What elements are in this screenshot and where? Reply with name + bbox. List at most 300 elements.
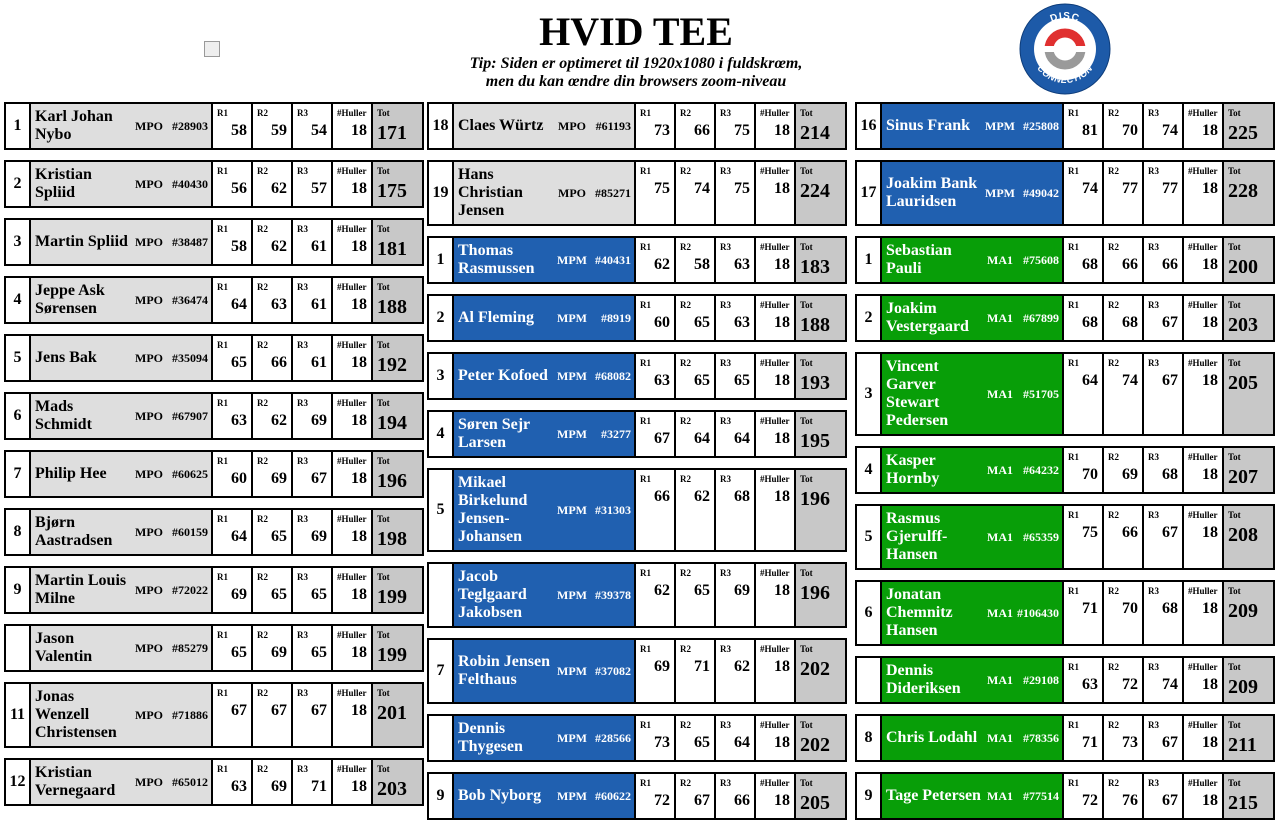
player-name[interactable]: Joakim Vestergaard	[886, 300, 969, 335]
player-name[interactable]: Mads Schmidt	[35, 398, 92, 433]
holes-count: 18	[351, 412, 367, 429]
round-3-score-cell	[1144, 296, 1184, 340]
division-label: MPO	[135, 641, 163, 655]
round-1-score-label: R1	[1068, 166, 1079, 176]
player-row[interactable]	[4, 566, 424, 614]
total-score-cell	[1224, 448, 1273, 492]
total-score-cell	[373, 510, 422, 554]
total-score-cell	[373, 760, 422, 804]
player-cell[interactable]	[454, 296, 636, 340]
player-row[interactable]	[855, 160, 1275, 226]
round-2-score-label: R2	[1108, 166, 1119, 176]
player-name[interactable]: Vincent Garver Stewart Pedersen	[886, 358, 949, 429]
pdga-number: #31303	[595, 503, 631, 517]
player-name[interactable]: Karl Johan Nybo	[35, 108, 113, 143]
player-cell[interactable]	[454, 238, 636, 282]
total-score: 201	[377, 702, 407, 724]
player-row[interactable]	[427, 562, 847, 628]
round-1-score-cell	[1064, 658, 1104, 702]
round-1-score: 75	[1082, 524, 1098, 541]
round-2-score-cell	[1104, 716, 1144, 760]
round-1-score: 73	[654, 734, 670, 751]
round-2-score-cell	[676, 716, 716, 760]
player-row[interactable]	[427, 468, 847, 552]
player-name[interactable]: Martin Spliid	[35, 233, 128, 250]
player-cell[interactable]	[31, 684, 213, 746]
round-1-score-label: R1	[640, 644, 651, 654]
player-row[interactable]	[4, 334, 424, 382]
round-3-score: 68	[734, 488, 750, 505]
total-score: 225	[1228, 122, 1258, 144]
pdga-number: #25808	[1023, 119, 1059, 133]
round-1-score-cell	[1064, 582, 1104, 644]
round-1-score-cell	[636, 238, 676, 282]
rank-cell: 4	[6, 278, 31, 322]
player-cell[interactable]	[882, 296, 1064, 340]
round-1-score-label: R1	[217, 456, 228, 466]
round-3-score-cell	[293, 684, 333, 746]
player-row[interactable]	[427, 772, 847, 820]
holes-count-label: #Huller	[337, 764, 367, 774]
player-row[interactable]	[855, 102, 1275, 150]
round-1-score-cell	[1064, 506, 1104, 568]
round-1-score-label: R1	[1068, 778, 1079, 788]
rank-cell: 3	[429, 354, 454, 398]
round-2-score: 67	[271, 702, 287, 719]
player-name[interactable]: Kristian Spliid	[35, 166, 92, 201]
total-score-cell	[796, 470, 845, 550]
player-cell[interactable]	[882, 506, 1064, 568]
player-name[interactable]: Joakim Bank Lauridsen	[886, 175, 978, 210]
holes-count: 18	[351, 702, 367, 719]
round-1-score-cell	[636, 104, 676, 148]
round-2-score-cell	[253, 278, 293, 322]
player-cell[interactable]	[454, 774, 636, 818]
pdga-number: #60625	[172, 467, 208, 481]
holes-count-label: #Huller	[760, 568, 790, 578]
division-label: MPM	[557, 503, 587, 517]
player-cell[interactable]	[454, 716, 636, 760]
player-row[interactable]	[427, 714, 847, 762]
player-name[interactable]: Chris Lodahl	[886, 729, 978, 746]
total-score-cell	[373, 336, 422, 380]
player-cell[interactable]	[882, 104, 1064, 148]
player-name[interactable]: Sebastian Pauli	[886, 242, 952, 277]
player-row[interactable]	[855, 772, 1275, 820]
player-row[interactable]	[4, 624, 424, 672]
total-score: 188	[800, 314, 830, 336]
rank-cell: 12	[6, 760, 31, 804]
total-label: Tot	[1228, 662, 1241, 672]
total-score-cell	[796, 162, 845, 224]
round-1-score-label: R1	[640, 568, 651, 578]
player-name[interactable]: Robin Jensen Felthaus	[458, 653, 551, 688]
player-name[interactable]: Thomas Rasmussen	[458, 242, 535, 277]
player-row[interactable]	[427, 236, 847, 284]
player-cell[interactable]	[31, 452, 213, 496]
holes-count-label: #Huller	[760, 474, 790, 484]
holes-count-cell	[333, 104, 373, 148]
round-3-score-cell	[716, 238, 756, 282]
total-label: Tot	[377, 282, 390, 292]
player-row[interactable]	[427, 638, 847, 704]
player-name[interactable]: Jens Bak	[35, 349, 97, 366]
holes-count-label: #Huller	[337, 514, 367, 524]
round-3-score-label: R3	[1148, 720, 1159, 730]
player-row[interactable]	[427, 294, 847, 342]
player-name[interactable]: Søren Sejr Larsen	[458, 416, 530, 451]
round-3-score-label: R3	[720, 108, 731, 118]
player-name[interactable]: Philip Hee	[35, 465, 107, 482]
total-label: Tot	[377, 340, 390, 350]
pdga-number: #29108	[1023, 673, 1059, 687]
round-1-score-label: R1	[217, 572, 228, 582]
holes-count-cell	[333, 760, 373, 804]
player-cell[interactable]	[882, 354, 1064, 434]
player-cell[interactable]	[454, 162, 636, 224]
division-label: MA1	[987, 463, 1013, 477]
player-name[interactable]: Peter Kofoed	[458, 367, 548, 384]
player-name[interactable]: Tage Petersen	[886, 787, 981, 804]
player-cell[interactable]	[31, 278, 213, 322]
player-name[interactable]: Al Fleming	[458, 309, 534, 326]
round-2-score-label: R2	[257, 108, 268, 118]
player-cell[interactable]	[31, 394, 213, 438]
round-2-score-cell	[253, 760, 293, 804]
holes-count: 18	[351, 644, 367, 661]
round-3-score: 65	[311, 644, 327, 661]
round-3-score-label: R3	[1148, 166, 1159, 176]
round-2-score-cell	[676, 162, 716, 224]
round-1-score: 75	[654, 180, 670, 197]
player-row[interactable]	[427, 160, 847, 226]
rank-cell: 9	[6, 568, 31, 612]
pdga-number: #72022	[172, 583, 208, 597]
player-cell[interactable]	[454, 640, 636, 702]
round-1-score-label: R1	[1068, 108, 1079, 118]
round-1-score-label: R1	[217, 224, 228, 234]
round-2-score-label: R2	[1108, 452, 1119, 462]
round-1-score-cell	[636, 412, 676, 456]
player-name[interactable]: Bjørn Aastradsen	[35, 514, 113, 549]
player-cell[interactable]	[454, 412, 636, 456]
division-label: MPM	[557, 369, 587, 383]
holes-count-cell	[756, 640, 796, 702]
player-name[interactable]: Jeppe Ask Sørensen	[35, 282, 105, 317]
round-1-score: 68	[1082, 256, 1098, 273]
player-row[interactable]	[427, 352, 847, 400]
player-cell[interactable]	[31, 626, 213, 670]
round-1-score-cell	[213, 684, 253, 746]
player-row[interactable]	[4, 450, 424, 498]
round-3-score-cell	[1144, 582, 1184, 644]
round-1-score: 63	[1082, 676, 1098, 693]
player-row[interactable]	[855, 294, 1275, 342]
player-cell[interactable]	[882, 448, 1064, 492]
total-label: Tot	[1228, 242, 1241, 252]
total-label: Tot	[1228, 586, 1241, 596]
total-score: 198	[377, 528, 407, 550]
holes-count-cell	[1184, 296, 1224, 340]
total-label: Tot	[377, 630, 390, 640]
total-label: Tot	[377, 166, 390, 176]
player-name[interactable]: Claes Würtz	[458, 117, 544, 134]
player-name[interactable]: Dennis Thygesen	[458, 720, 523, 755]
rank-cell: 9	[857, 774, 882, 818]
rank-cell: 11	[6, 684, 31, 746]
holes-count: 18	[1202, 466, 1218, 483]
rank-cell: 4	[429, 412, 454, 456]
player-name[interactable]: Sinus Frank	[886, 117, 971, 134]
player-row[interactable]	[427, 102, 847, 150]
player-name[interactable]: Dennis Dideriksen	[886, 662, 961, 697]
round-1-score-label: R1	[640, 300, 651, 310]
round-3-score: 75	[734, 180, 750, 197]
round-2-score: 58	[694, 256, 710, 273]
round-2-score-label: R2	[680, 720, 691, 730]
holes-count-label: #Huller	[1188, 358, 1218, 368]
round-3-score: 65	[734, 372, 750, 389]
round-3-score-label: R3	[297, 572, 308, 582]
round-3-score-label: R3	[297, 108, 308, 118]
player-row[interactable]	[4, 682, 424, 748]
round-1-score-label: R1	[217, 340, 228, 350]
round-1-score-cell	[213, 510, 253, 554]
holes-count: 18	[774, 372, 790, 389]
round-2-score: 72	[1122, 676, 1138, 693]
round-3-score-cell	[1144, 774, 1184, 818]
total-score-cell	[1224, 162, 1273, 224]
round-1-score-label: R1	[640, 166, 651, 176]
total-label: Tot	[1228, 166, 1241, 176]
player-cell[interactable]	[454, 470, 636, 550]
holes-count-cell	[333, 394, 373, 438]
pdga-number: #37082	[595, 664, 631, 678]
total-score-cell	[1224, 658, 1273, 702]
total-label: Tot	[1228, 358, 1241, 368]
pdga-number: #38487	[172, 235, 208, 249]
holes-count: 18	[351, 296, 367, 313]
round-1-score: 67	[231, 702, 247, 719]
player-row[interactable]	[855, 580, 1275, 646]
round-3-score: 61	[311, 238, 327, 255]
round-1-score-label: R1	[640, 416, 651, 426]
round-1-score-cell	[1064, 448, 1104, 492]
round-2-score-label: R2	[680, 416, 691, 426]
player-row[interactable]	[855, 504, 1275, 570]
division-label: MA1	[987, 253, 1013, 267]
round-1-score: 71	[1082, 600, 1098, 617]
player-name[interactable]: Kasper Hornby	[886, 452, 940, 487]
pdga-number: #85279	[172, 641, 208, 655]
round-1-score-cell	[1064, 716, 1104, 760]
player-cell[interactable]	[454, 564, 636, 626]
player-cell[interactable]	[882, 716, 1064, 760]
holes-count-label: #Huller	[337, 340, 367, 350]
round-2-score-label: R2	[1108, 108, 1119, 118]
total-label: Tot	[1228, 300, 1241, 310]
round-2-score-label: R2	[1108, 662, 1119, 672]
rank-cell: 3	[6, 220, 31, 264]
total-score: 196	[800, 488, 830, 510]
total-score: 205	[800, 792, 830, 814]
round-2-score-cell	[1104, 104, 1144, 148]
player-row[interactable]	[4, 218, 424, 266]
total-score: 194	[377, 412, 407, 434]
round-2-score-cell	[676, 774, 716, 818]
round-1-score-label: R1	[217, 630, 228, 640]
total-label: Tot	[377, 514, 390, 524]
holes-count: 18	[774, 658, 790, 675]
division-label: MPO	[135, 177, 163, 191]
round-3-score-label: R3	[720, 300, 731, 310]
round-3-score: 61	[311, 296, 327, 313]
round-2-score-cell	[253, 684, 293, 746]
holes-count: 18	[351, 528, 367, 545]
player-name[interactable]: Martin Louis Milne	[35, 572, 127, 607]
total-label: Tot	[800, 720, 813, 730]
round-3-score-label: R3	[297, 764, 308, 774]
player-name[interactable]: Jonas Wenzell Christensen	[35, 688, 117, 741]
round-2-score-cell	[253, 336, 293, 380]
holes-count: 18	[774, 314, 790, 331]
player-row[interactable]	[855, 656, 1275, 704]
round-2-score-cell	[676, 470, 716, 550]
total-score: 208	[1228, 524, 1258, 546]
player-cell[interactable]	[31, 510, 213, 554]
player-cell[interactable]	[882, 162, 1064, 224]
total-score-cell	[373, 568, 422, 612]
player-row[interactable]	[4, 276, 424, 324]
division-label: MA1	[987, 530, 1013, 544]
round-3-score: 67	[1162, 524, 1178, 541]
player-row[interactable]	[855, 714, 1275, 762]
round-3-score-cell	[1144, 506, 1184, 568]
rank-cell: 9	[429, 774, 454, 818]
round-3-score-label: R3	[720, 720, 731, 730]
round-3-score: 64	[734, 430, 750, 447]
round-3-score: 68	[1162, 600, 1178, 617]
player-cell[interactable]	[882, 658, 1064, 702]
round-1-score-label: R1	[1068, 720, 1079, 730]
round-1-score-cell	[636, 162, 676, 224]
round-2-score-label: R2	[680, 242, 691, 252]
player-cell[interactable]	[882, 582, 1064, 644]
player-cell[interactable]	[882, 774, 1064, 818]
player-name[interactable]: Hans Christian Jensen	[458, 166, 523, 219]
division-label: MA1	[987, 789, 1013, 803]
player-row[interactable]	[4, 160, 424, 208]
round-2-score-label: R2	[257, 456, 268, 466]
total-score-cell	[373, 626, 422, 670]
player-row[interactable]	[855, 352, 1275, 436]
player-name[interactable]: Jonatan Chemnitz Hansen	[886, 586, 953, 639]
round-2-score-cell	[253, 626, 293, 670]
holes-count: 18	[1202, 524, 1218, 541]
player-name[interactable]: Bob Nyborg	[458, 787, 542, 804]
total-score-cell	[1224, 716, 1273, 760]
player-cell[interactable]	[31, 336, 213, 380]
round-2-score-label: R2	[257, 398, 268, 408]
round-3-score-cell	[716, 774, 756, 818]
rank-cell: 1	[429, 238, 454, 282]
player-cell[interactable]	[31, 760, 213, 804]
total-label: Tot	[800, 416, 813, 426]
round-3-score-cell	[716, 104, 756, 148]
round-2-score-label: R2	[257, 630, 268, 640]
holes-count: 18	[774, 734, 790, 751]
player-name[interactable]: Jacob Teglgaard Jakobsen	[458, 568, 527, 621]
division-label: MA1	[987, 387, 1013, 401]
player-cell[interactable]	[31, 162, 213, 206]
round-3-score-label: R3	[297, 398, 308, 408]
round-1-score: 56	[231, 180, 247, 197]
player-cell[interactable]	[454, 354, 636, 398]
round-3-score-cell	[293, 162, 333, 206]
round-3-score: 67	[1162, 314, 1178, 331]
pdga-number: #78356	[1023, 731, 1059, 745]
player-cell[interactable]	[882, 238, 1064, 282]
rank-cell: 19	[429, 162, 454, 224]
holes-count: 18	[1202, 180, 1218, 197]
total-score: 188	[377, 296, 407, 318]
round-3-score-cell	[1144, 162, 1184, 224]
holes-count-label: #Huller	[1188, 510, 1218, 520]
player-cell[interactable]	[31, 568, 213, 612]
player-name[interactable]: Kristian Vernegaard	[35, 764, 116, 799]
rank-cell: 2	[429, 296, 454, 340]
pdga-number: #77514	[1023, 789, 1059, 803]
player-row[interactable]	[855, 236, 1275, 284]
player-row[interactable]	[4, 508, 424, 556]
player-name[interactable]: Jason Valentin	[35, 630, 93, 665]
round-1-score-label: R1	[1068, 662, 1079, 672]
holes-count-label: #Huller	[1188, 166, 1218, 176]
player-row[interactable]	[4, 758, 424, 806]
round-1-score-cell	[1064, 104, 1104, 148]
round-2-score: 66	[694, 122, 710, 139]
division-label: MPO	[135, 775, 163, 789]
round-2-score-label: R2	[257, 224, 268, 234]
holes-count-cell	[1184, 582, 1224, 644]
player-row[interactable]	[4, 392, 424, 440]
holes-count-label: #Huller	[337, 398, 367, 408]
pdga-number: #39378	[595, 588, 631, 602]
holes-count-cell	[333, 626, 373, 670]
player-cell[interactable]	[31, 104, 213, 148]
total-score-cell	[373, 104, 422, 148]
division-label: MA1	[987, 311, 1013, 325]
player-name[interactable]: Mikael Birkelund Jensen-Johansen	[458, 474, 528, 545]
total-score-cell	[796, 716, 845, 760]
holes-count-label: #Huller	[337, 572, 367, 582]
round-1-score: 69	[654, 658, 670, 675]
round-2-score: 62	[271, 412, 287, 429]
player-cell[interactable]	[31, 220, 213, 264]
player-name[interactable]: Rasmus Gjerulff-Hansen	[886, 510, 948, 563]
holes-count: 18	[351, 180, 367, 197]
player-row[interactable]	[855, 446, 1275, 494]
round-2-score: 66	[271, 354, 287, 371]
player-row[interactable]	[427, 410, 847, 458]
rank-cell: 6	[6, 394, 31, 438]
round-2-score: 65	[694, 372, 710, 389]
player-cell[interactable]	[454, 104, 636, 148]
round-3-score: 65	[311, 586, 327, 603]
round-2-score-label: R2	[1108, 778, 1119, 788]
player-row[interactable]	[4, 102, 424, 150]
division-label: MPM	[557, 664, 587, 678]
